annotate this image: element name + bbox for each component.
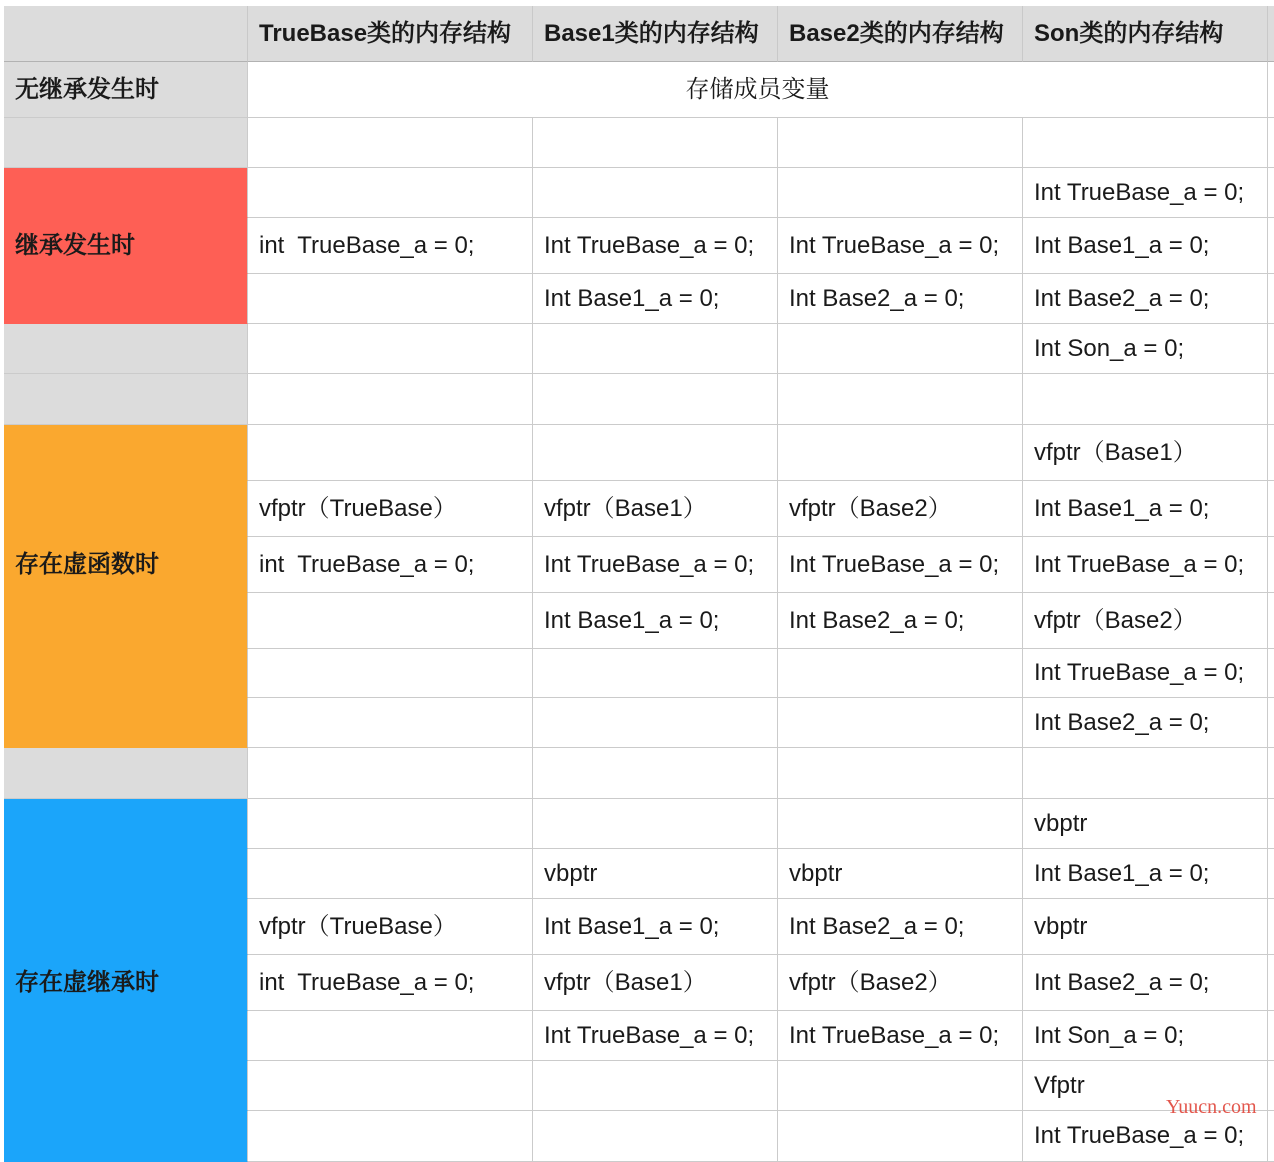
table-cell	[248, 799, 533, 849]
table-cell	[533, 374, 778, 425]
column-header: Base1类的内存结构	[533, 6, 778, 62]
table-cell: int TrueBase_a = 0;	[248, 218, 533, 274]
table-cell: Int Base1_a = 0;	[1023, 218, 1268, 274]
merged-cell: 存储成员变量	[248, 62, 1268, 118]
table-cell: vfptr（Base2）	[778, 481, 1023, 537]
table-cell: Int TrueBase_a = 0;	[1023, 168, 1268, 218]
filler-cell	[1268, 218, 1274, 274]
table-cell	[533, 1111, 778, 1162]
row-label: 存在虚函数时	[4, 537, 248, 593]
filler-cell	[1268, 425, 1274, 481]
row-label	[4, 1061, 248, 1111]
table-cell: int TrueBase_a = 0;	[248, 537, 533, 593]
table-cell: Vfptr	[1023, 1061, 1268, 1111]
filler-cell	[1268, 481, 1274, 537]
table-cell: Int Base2_a = 0;	[778, 274, 1023, 324]
filler-cell	[1268, 168, 1274, 218]
table-cell	[533, 748, 778, 799]
table-cell	[533, 425, 778, 481]
filler-cell	[1268, 274, 1274, 324]
column-header: TrueBase类的内存结构	[248, 6, 533, 62]
row-label	[4, 799, 248, 849]
row-label: 无继承发生时	[4, 62, 248, 118]
filler-cell	[1268, 593, 1274, 649]
row-label: 继承发生时	[4, 218, 248, 274]
filler-cell	[1268, 849, 1274, 899]
row-label	[4, 168, 248, 218]
table-cell	[248, 1011, 533, 1061]
table-cell: vbptr	[778, 849, 1023, 899]
table-cell	[778, 374, 1023, 425]
table-cell	[778, 698, 1023, 748]
table-cell: Int TrueBase_a = 0;	[778, 1011, 1023, 1061]
table-cell: Int Son_a = 0;	[1023, 1011, 1268, 1061]
filler-cell	[1268, 899, 1274, 955]
row-label	[4, 1011, 248, 1061]
table-cell: Int Base2_a = 0;	[778, 593, 1023, 649]
table-cell	[248, 374, 533, 425]
table-cell: Int TrueBase_a = 0;	[778, 537, 1023, 593]
row-label	[4, 324, 248, 374]
table-cell: vfptr（Base1）	[533, 955, 778, 1011]
filler-cell	[1268, 6, 1274, 62]
table-cell	[778, 324, 1023, 374]
table-cell	[248, 849, 533, 899]
table-cell: Int TrueBase_a = 0;	[533, 1011, 778, 1061]
table-cell	[533, 118, 778, 168]
table-cell: Int TrueBase_a = 0;	[1023, 1111, 1268, 1162]
row-label	[4, 481, 248, 537]
table-cell: Int TrueBase_a = 0;	[1023, 537, 1268, 593]
table-cell	[248, 274, 533, 324]
table-cell: Int TrueBase_a = 0;	[533, 218, 778, 274]
column-header: Son类的内存结构	[1023, 6, 1268, 62]
filler-cell	[1268, 324, 1274, 374]
table-cell	[778, 425, 1023, 481]
table-cell	[778, 1061, 1023, 1111]
table-cell	[533, 799, 778, 849]
table-cell: vbptr	[1023, 799, 1268, 849]
filler-cell	[1268, 698, 1274, 748]
header-corner	[4, 6, 248, 62]
table-cell: Int Base2_a = 0;	[1023, 955, 1268, 1011]
table-cell: Int Base1_a = 0;	[533, 593, 778, 649]
filler-cell	[1268, 1111, 1274, 1162]
table-cell: Int TrueBase_a = 0;	[778, 218, 1023, 274]
table-cell	[533, 1061, 778, 1111]
table-cell	[248, 425, 533, 481]
row-label	[4, 649, 248, 698]
table-cell	[1023, 748, 1268, 799]
table-cell: Int Base2_a = 0;	[1023, 274, 1268, 324]
table-cell	[533, 324, 778, 374]
filler-cell	[1268, 1061, 1274, 1111]
table-cell: vbptr	[1023, 899, 1268, 955]
table-cell: Int Base2_a = 0;	[778, 899, 1023, 955]
table-cell: vfptr（Base2）	[1023, 593, 1268, 649]
table-cell	[533, 698, 778, 748]
filler-cell	[1268, 374, 1274, 425]
table-cell	[248, 748, 533, 799]
table-cell: vfptr（Base1）	[533, 481, 778, 537]
table-cell: Int Base1_a = 0;	[533, 274, 778, 324]
table-cell: Int Base1_a = 0;	[1023, 481, 1268, 537]
filler-cell	[1268, 1011, 1274, 1061]
column-header: Base2类的内存结构	[778, 6, 1023, 62]
table-cell: vfptr（Base2）	[778, 955, 1023, 1011]
memory-layout-table	[4, 6, 1274, 1162]
row-label	[4, 593, 248, 649]
filler-cell	[1268, 649, 1274, 698]
filler-cell	[1268, 799, 1274, 849]
table-cell: Int Son_a = 0;	[1023, 324, 1268, 374]
table-cell	[248, 698, 533, 748]
filler-cell	[1268, 62, 1274, 118]
table-cell	[778, 1111, 1023, 1162]
table-cell	[248, 593, 533, 649]
table-cell	[778, 168, 1023, 218]
filler-cell	[1268, 955, 1274, 1011]
table-cell: Int TrueBase_a = 0;	[1023, 649, 1268, 698]
table-cell	[248, 324, 533, 374]
table-cell	[778, 118, 1023, 168]
row-label: 存在虚继承时	[4, 955, 248, 1011]
table-cell	[778, 799, 1023, 849]
table-cell: Int Base1_a = 0;	[533, 899, 778, 955]
filler-cell	[1268, 118, 1274, 168]
row-label	[4, 849, 248, 899]
row-label	[4, 698, 248, 748]
table-cell	[778, 748, 1023, 799]
row-label	[4, 899, 248, 955]
row-label	[4, 425, 248, 481]
table-cell: vfptr（TrueBase）	[248, 899, 533, 955]
table-cell: vbptr	[533, 849, 778, 899]
filler-cell	[1268, 537, 1274, 593]
row-label	[4, 374, 248, 425]
table-cell: int TrueBase_a = 0;	[248, 955, 533, 1011]
row-label	[4, 748, 248, 799]
table-cell	[1023, 374, 1268, 425]
filler-cell	[1268, 748, 1274, 799]
table-cell	[248, 168, 533, 218]
table-cell	[1023, 118, 1268, 168]
row-label	[4, 274, 248, 324]
table-cell	[248, 649, 533, 698]
row-label	[4, 118, 248, 168]
watermark: Yuucn.com	[1166, 1096, 1257, 1118]
row-label	[4, 1111, 248, 1162]
table-cell	[248, 1061, 533, 1111]
table-cell: vfptr（TrueBase）	[248, 481, 533, 537]
table-cell	[248, 1111, 533, 1162]
table-cell: Int TrueBase_a = 0;	[533, 537, 778, 593]
table-cell: Int Base1_a = 0;	[1023, 849, 1268, 899]
table-cell: vfptr（Base1）	[1023, 425, 1268, 481]
table-cell	[778, 649, 1023, 698]
table-cell	[533, 168, 778, 218]
table-cell: Int Base2_a = 0;	[1023, 698, 1268, 748]
table-cell	[533, 649, 778, 698]
table-cell	[248, 118, 533, 168]
